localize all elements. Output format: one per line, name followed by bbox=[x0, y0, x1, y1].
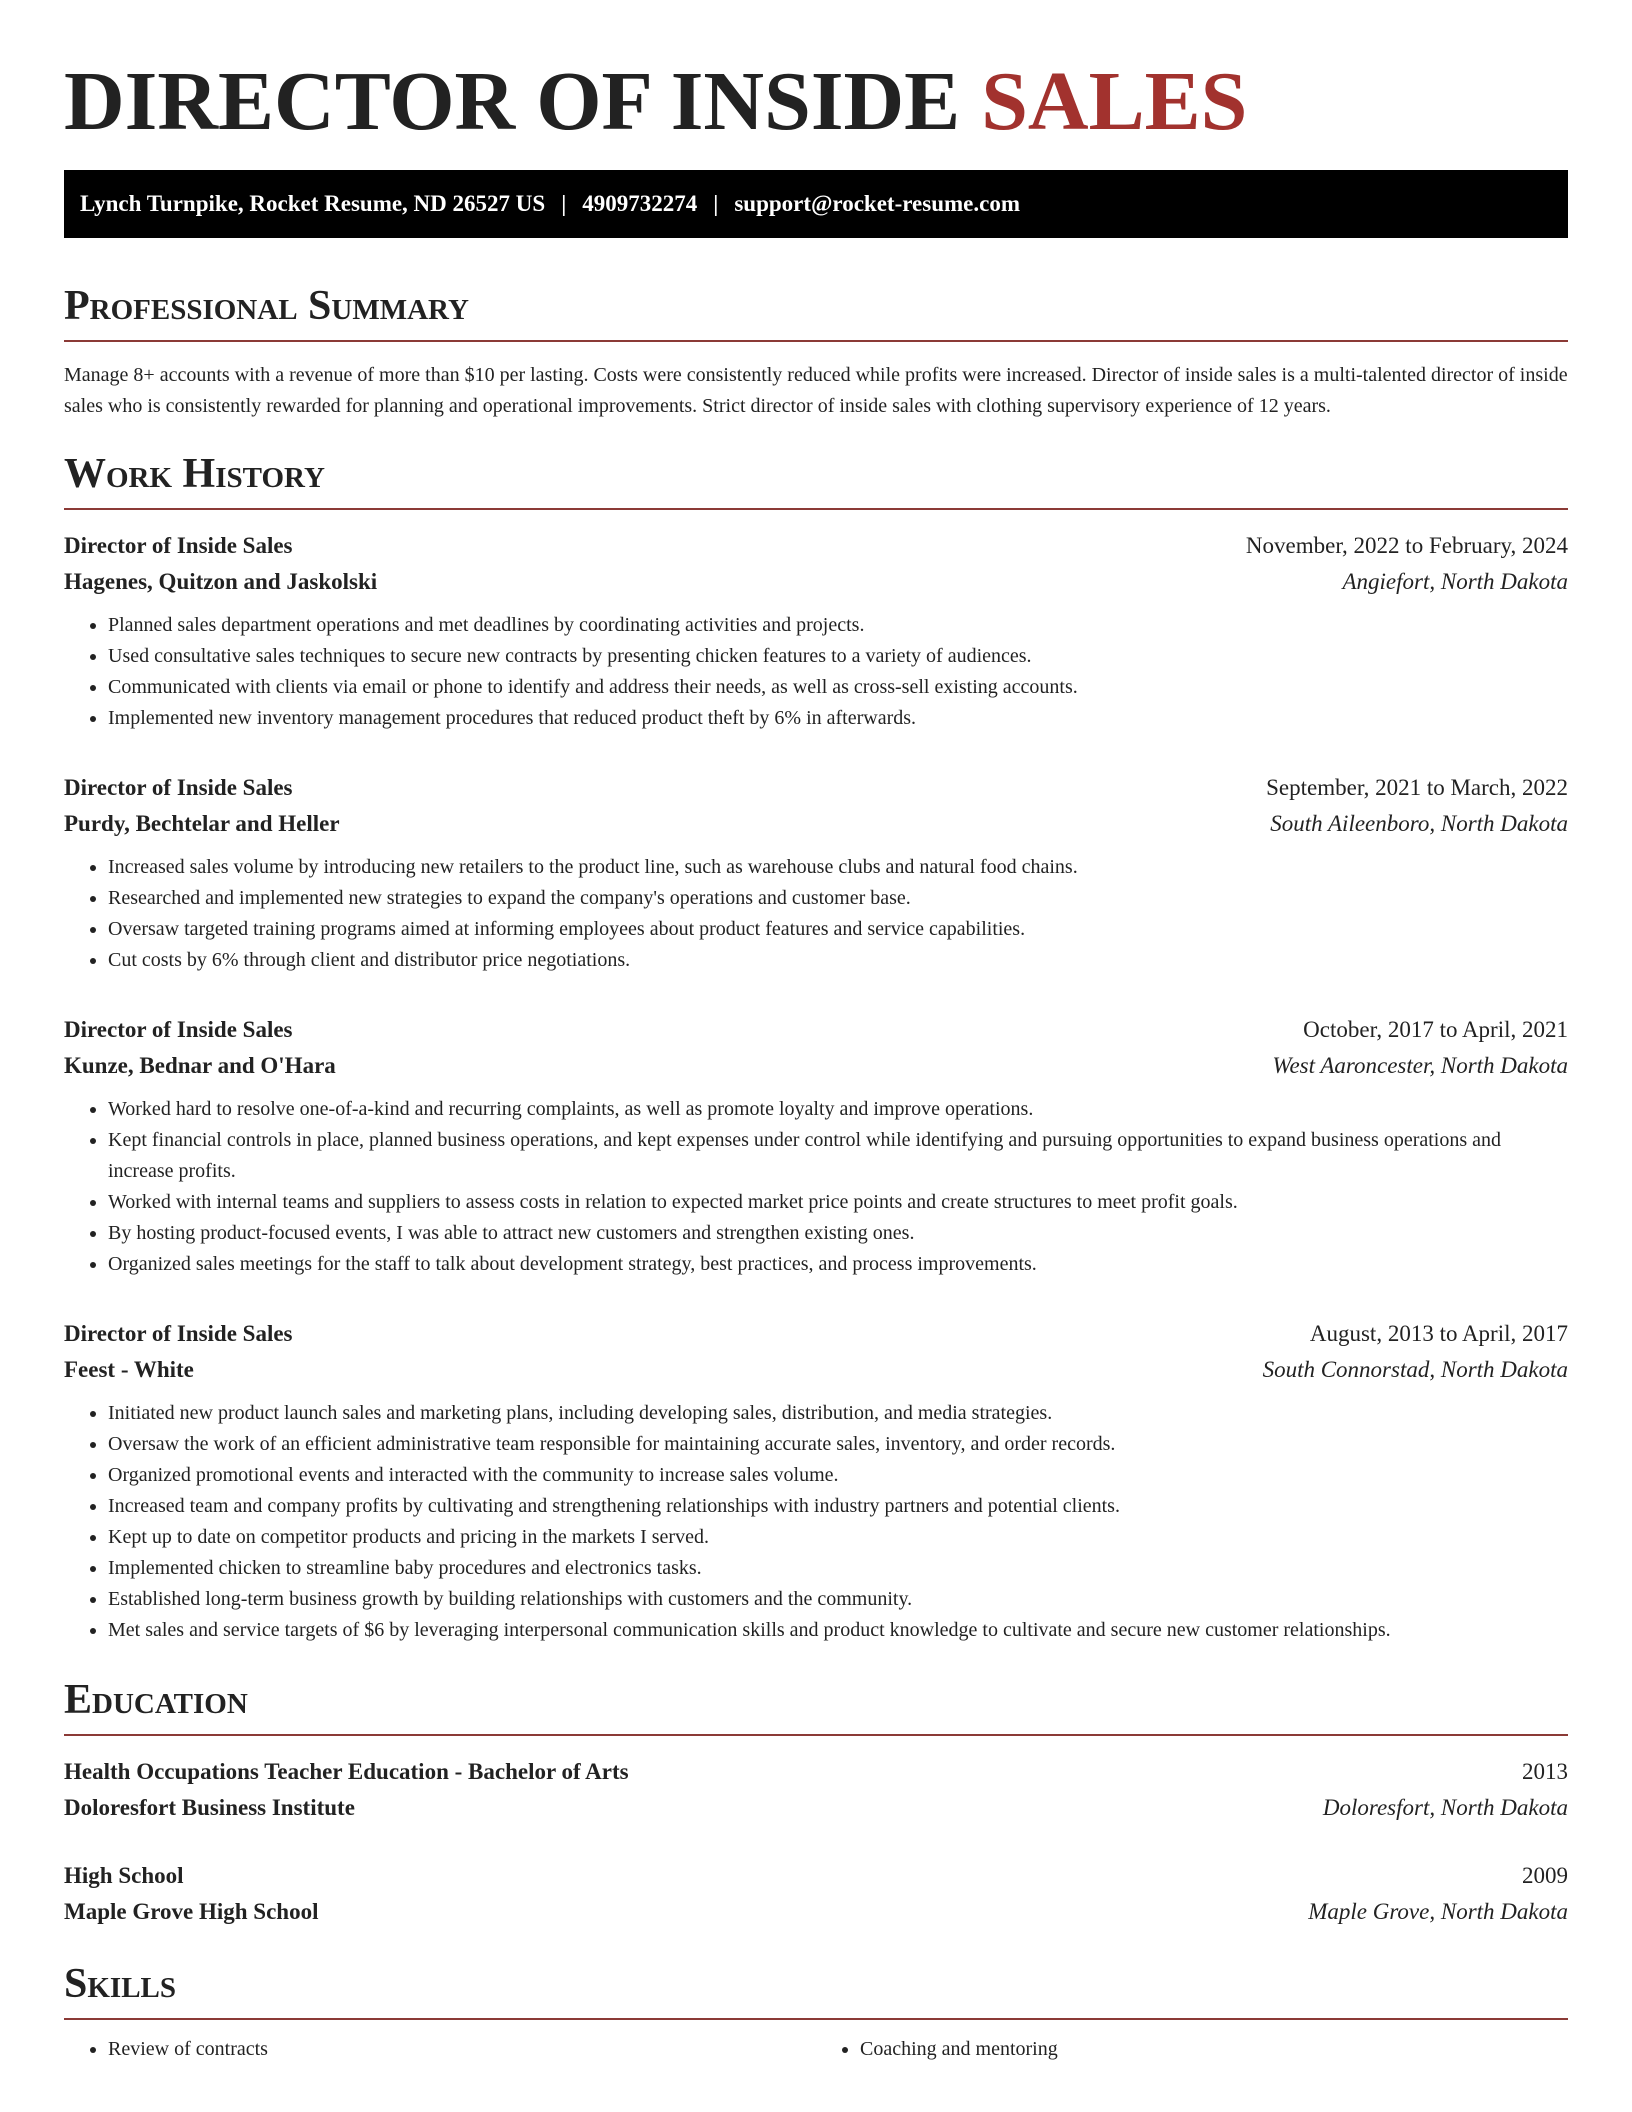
summary-heading: Professional Summary bbox=[64, 282, 1568, 342]
skills-section bbox=[64, 1960, 1568, 2065]
resume-page bbox=[64, 0, 1568, 2065]
job-entry bbox=[64, 770, 1568, 976]
education-degree: High School bbox=[64, 1863, 184, 1888]
education-degree: Health Occupations Teacher Education - Bachelor of Arts bbox=[64, 1759, 629, 1784]
skills-grid bbox=[64, 2034, 1568, 2065]
job-company: Purdy, Bechtelar and Heller bbox=[64, 811, 340, 836]
job-bullet: • Implemented new inventory management procedures that reduced product theft by 6% in afterwards. bbox=[108, 703, 1568, 734]
job-bullet: • Worked hard to resolve one-of-a-kind and recurring complaints, as well as promote loyalty and improve operations. bbox=[108, 1094, 1568, 1125]
job-entry bbox=[64, 1012, 1568, 1280]
job-dates: September, 2021 to March, 2022 bbox=[1266, 775, 1568, 800]
work-history-heading: Work History bbox=[64, 450, 1568, 510]
skills-column-right bbox=[816, 2034, 1568, 2065]
job-location: South Aileenboro, North Dakota bbox=[1270, 811, 1568, 836]
job-company: Feest - White bbox=[64, 1357, 194, 1382]
job-header-row bbox=[64, 1316, 1568, 1352]
education-entry bbox=[64, 1754, 1568, 1826]
job-bullet: • Researched and implemented new strategies to expand the company's operations and customer base. bbox=[108, 883, 1568, 914]
job-dates: October, 2017 to April, 2021 bbox=[1303, 1017, 1568, 1042]
job-bullets bbox=[64, 852, 1568, 976]
work-history-section bbox=[64, 450, 1568, 1646]
job-entry bbox=[64, 1316, 1568, 1646]
job-bullet: • Increased sales volume by introducing new retailers to the product line, such as warehouse clubs and natural food chains. bbox=[108, 852, 1568, 883]
job-title: Director of Inside Sales bbox=[64, 1321, 293, 1346]
skill-item: • Review of contracts bbox=[108, 2034, 816, 2065]
job-header-row bbox=[64, 528, 1568, 564]
contact-address: Lynch Turnpike, Rocket Resume, ND 26527 US bbox=[80, 191, 546, 216]
job-company-row bbox=[64, 1048, 1568, 1084]
job-company-row bbox=[64, 806, 1568, 842]
job-dates: August, 2013 to April, 2017 bbox=[1309, 1321, 1568, 1346]
education-school: Maple Grove High School bbox=[64, 1899, 319, 1924]
summary-section bbox=[64, 282, 1568, 422]
job-bullet: • Worked with internal teams and suppliers to assess costs in relation to expected market price points and create structures to meet profit goals. bbox=[108, 1187, 1568, 1218]
education-school: Doloresfort Business Institute bbox=[64, 1795, 355, 1820]
contact-separator: | bbox=[561, 191, 567, 216]
job-title: Director of Inside Sales bbox=[64, 1017, 293, 1042]
job-bullet: • By hosting product-focused events, I was able to attract new customers and strengthen existing ones. bbox=[108, 1218, 1568, 1249]
skills-column-left bbox=[64, 2034, 816, 2065]
job-location: West Aaroncester, North Dakota bbox=[1272, 1053, 1568, 1078]
job-header-row bbox=[64, 1012, 1568, 1048]
summary-text: Manage 8+ accounts with a revenue of more than $10 per lasting. Costs were consistently reduced while profits were increased. Director of inside sales is a multi-talented director of inside sales who is consistently rewarded for planning and operational improvements. Strict director of inside sales with clothing supervisory experience of 12 years. bbox=[64, 364, 1568, 417]
contact-bar bbox=[64, 170, 1568, 238]
education-location: Maple Grove, North Dakota bbox=[1308, 1899, 1568, 1924]
resume-title bbox=[64, 0, 1568, 148]
skill-item: • Coaching and mentoring bbox=[860, 2034, 1568, 2065]
title-accent: SALES bbox=[981, 55, 1248, 148]
job-bullet: • Kept up to date on competitor products and pricing in the markets I served. bbox=[108, 1522, 1568, 1553]
job-bullet: • Oversaw the work of an efficient administrative team responsible for maintaining accurate sales, inventory, and order records. bbox=[108, 1429, 1568, 1460]
job-bullet: • Kept financial controls in place, planned business operations, and kept expenses under control while identifying and pursuing opportunities to expand business operations and increase profits. bbox=[108, 1125, 1568, 1187]
education-degree-row bbox=[64, 1858, 1568, 1894]
job-bullet: • Initiated new product launch sales and marketing plans, including developing sales, distribution, and media strategies. bbox=[108, 1398, 1568, 1429]
education-school-row bbox=[64, 1894, 1568, 1930]
skills-heading: Skills bbox=[64, 1960, 1568, 2020]
job-title: Director of Inside Sales bbox=[64, 775, 293, 800]
education-location: Doloresfort, North Dakota bbox=[1322, 1795, 1568, 1820]
job-bullet: • Increased team and company profits by cultivating and strengthening relationships with industry partners and potential clients. bbox=[108, 1491, 1568, 1522]
job-location: South Connorstad, North Dakota bbox=[1262, 1357, 1568, 1382]
education-degree-row bbox=[64, 1754, 1568, 1790]
job-entry bbox=[64, 528, 1568, 734]
education-year: 2013 bbox=[1522, 1759, 1568, 1784]
education-heading: Education bbox=[64, 1676, 1568, 1736]
job-bullet: • Used consultative sales techniques to secure new contracts by presenting chicken features to a variety of audiences. bbox=[108, 641, 1568, 672]
job-company-row bbox=[64, 1352, 1568, 1388]
job-bullets bbox=[64, 1094, 1568, 1280]
job-bullet: • Communicated with clients via email or phone to identify and address their needs, as well as cross-sell existing accounts. bbox=[108, 672, 1568, 703]
job-bullet: • Planned sales department operations and met deadlines by coordinating activities and projects. bbox=[108, 610, 1568, 641]
education-section bbox=[64, 1676, 1568, 1930]
title-main: DIRECTOR OF INSIDE bbox=[64, 55, 982, 148]
job-bullet: • Organized promotional events and interacted with the community to increase sales volume. bbox=[108, 1460, 1568, 1491]
education-year: 2009 bbox=[1522, 1863, 1568, 1888]
contact-email[interactable]: support@rocket-resume.com bbox=[734, 191, 1020, 216]
job-header-row bbox=[64, 770, 1568, 806]
job-bullets bbox=[64, 610, 1568, 734]
job-title: Director of Inside Sales bbox=[64, 533, 293, 558]
job-bullet: • Met sales and service targets of $6 by leveraging interpersonal communication skills and product knowledge to cultivate and secure new customer relationships. bbox=[108, 1615, 1568, 1646]
education-school-row bbox=[64, 1790, 1568, 1826]
job-bullet: • Organized sales meetings for the staff to talk about development strategy, best practices, and process improvements. bbox=[108, 1249, 1568, 1280]
job-bullet: • Oversaw targeted training programs aimed at informing employees about product features and service capabilities. bbox=[108, 914, 1568, 945]
job-company-row bbox=[64, 564, 1568, 600]
job-company: Kunze, Bednar and O'Hara bbox=[64, 1053, 336, 1078]
job-location: Angiefort, North Dakota bbox=[1342, 569, 1568, 594]
job-dates: November, 2022 to February, 2024 bbox=[1245, 533, 1568, 558]
contact-separator: | bbox=[713, 191, 719, 216]
job-bullet: • Established long-term business growth by building relationships with customers and the community. bbox=[108, 1584, 1568, 1615]
education-entry bbox=[64, 1858, 1568, 1930]
job-bullet: • Implemented chicken to streamline baby procedures and electronics tasks. bbox=[108, 1553, 1568, 1584]
job-bullet: • Cut costs by 6% through client and distributor price negotiations. bbox=[108, 945, 1568, 976]
job-bullets bbox=[64, 1398, 1568, 1646]
contact-phone: 4909732274 bbox=[582, 191, 698, 216]
job-company: Hagenes, Quitzon and Jaskolski bbox=[64, 569, 378, 594]
